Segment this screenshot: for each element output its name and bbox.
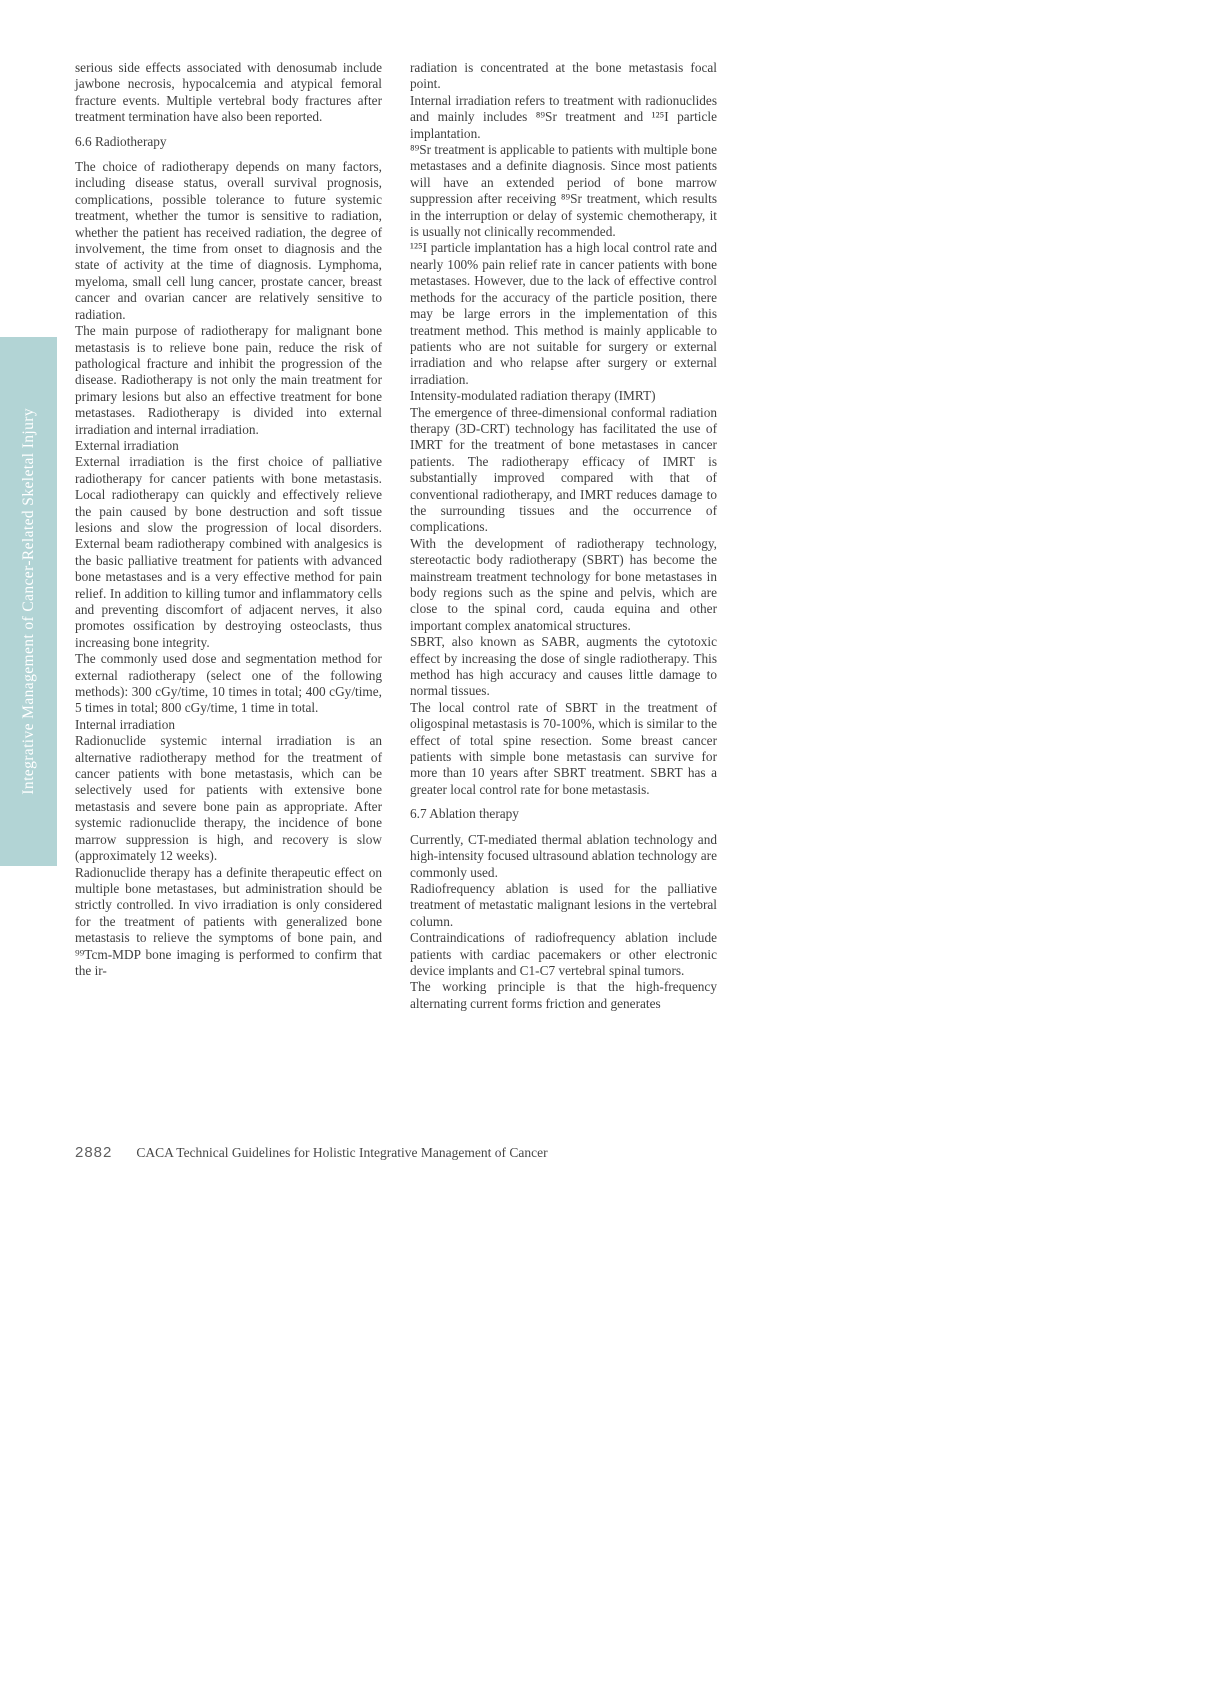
left-column [75, 60, 382, 1012]
paragraph: Radiofrequency ablation is used for the palliative treatment of metastatic malignant lesions in the vertebral column. [410, 880, 717, 929]
subheading-external-irradiation: External irradiation [75, 437, 179, 453]
paragraph: The working principle is that the high-frequency alternating current forms friction and generates [410, 979, 717, 1011]
paragraph: ⁸⁹Sr treatment is applicable to patients with multiple bone metastases and a definite diagnosis. Since most patients will have an extended period of bone marrow suppression after receiving ⁸⁹Sr treatment, which results in the interruption or delay of systemic chemotherapy, it is usually not clinically recommended. [410, 142, 717, 240]
paragraph: Radionuclide systemic internal irradiation is an alternative radiotherapy method for the treatment of cancer patients with bone metastasis, which can be selectively used for patients with extensive bone metastasis and severe bone pain as appropriate. After systemic radionuclide therapy, the incidence of bone marrow suppression is high, and recovery is slow (approximately 12 weeks). [75, 733, 382, 864]
paragraph: The main purpose of radiotherapy for malignant bone metastasis is to relieve bone pain, reduce the risk of pathological fracture and inhibit the progression of the disease. Radiotherapy is not only the main treatment for primary lesions but also an effective treatment for bone metastases. Radiotherapy is divided into external irradiation and internal irradiation. [75, 323, 382, 437]
chapter-sidebar-label: Integrative Management of Cancer-Related Skeletal Injury [19, 408, 37, 795]
section-heading-ablation-therapy: 6.7 Ablation therapy [410, 806, 519, 822]
paragraph: Internal irradiation refers to treatment with radionuclides and mainly includes ⁸⁹Sr treatment and ¹²⁵I particle implantation. [410, 92, 717, 141]
chapter-sidebar-tab [0, 337, 57, 866]
paragraph: The emergence of three-dimensional conformal radiation therapy (3D-CRT) technology has facilitated the use of IMRT for the treatment of bone metastases in cancer patients. The radiotherapy efficacy of IMRT is substantially improved compared with that of conventional radiotherapy, and IMRT reduces damage to the surrounding tissues and the occurrence of complications. [410, 404, 717, 535]
paragraph: The local control rate of SBRT in the treatment of oligospinal metastasis is 70-100%, which is similar to the effect of total spine resection. Some breast cancer patients with simple bone metastasis can survive for more than 10 years after SBRT treatment. SBRT has a greater local control rate for bone metastasis. [410, 699, 717, 797]
paragraph: Currently, CT-mediated thermal ablation technology and high-intensity focused ultrasound ablation technology are commonly used. [410, 831, 717, 880]
subheading-imrt: Intensity-modulated radiation therapy (IMRT) [410, 388, 656, 404]
running-title: CACA Technical Guidelines for Holistic Integrative Management of Cancer [136, 1145, 548, 1160]
page-footer [75, 1144, 548, 1161]
page-number: 2882 [75, 1144, 113, 1161]
paragraph: serious side effects associated with denosumab include jawbone necrosis, hypocalcemia and atypical femoral fracture events. Multiple vertebral body fractures after treatment termination have also been reported. [75, 60, 382, 125]
text-content [75, 60, 717, 1012]
paragraph: The commonly used dose and segmentation method for external radiotherapy (select one of the following methods): 300 cGy/time, 10 times in total; 400 cGy/time, 5 times in total; 800 cGy/time, 1 time in total. [75, 651, 382, 716]
paragraph: External irradiation is the first choice of palliative radiotherapy for cancer patients with bone metastasis. Local radiotherapy can quickly and effectively relieve the pain caused by bone destruction and soft tissue lesions and slow the progression of local disorders. External beam radiotherapy combined with analgesics is the basic palliative treatment for patients with advanced bone metastases and is a very effective method for pain relief. In addition to killing tumor and inflammatory cells and preventing discomfort of adjacent nerves, it also promotes ossification by destroying osteoclasts, thus increasing bone integrity. [75, 454, 382, 650]
paragraph: SBRT, also known as SABR, augments the cytotoxic effect by increasing the dose of single radiotherapy. This method has high accuracy and causes little damage to normal tissues. [410, 634, 717, 699]
paragraph: Contraindications of radiofrequency ablation include patients with cardiac pacemakers or other electronic device implants and C1-C7 vertebral spinal tumors. [410, 930, 717, 978]
paragraph: With the development of radiotherapy technology, stereotactic body radiotherapy (SBRT) has become the mainstream treatment technology for bone metastases in body regions such as the spine and pelvis, which are close to the spinal cord, cauda equina and other important complex anatomical structures. [410, 535, 717, 633]
subheading-internal-irradiation: Internal irradiation [75, 716, 176, 732]
paragraph: radiation is concentrated at the bone metastasis focal point. [410, 60, 717, 92]
paragraph: The choice of radiotherapy depends on many factors, including disease status, overall survival prognosis, complications, possible tolerance to future systemic treatment, whether the tumor is sensitive to radiation, whether the patient has received radiation, the degree of involvement, the time from onset to diagnosis and the state of activity at the time of diagnosis. Lymphoma, myeloma, small cell lung cancer, prostate cancer, breast cancer and ovarian cancer are relatively sensitive to radiation. [75, 159, 382, 322]
paragraph: ¹²⁵I particle implantation has a high local control rate and nearly 100% pain relief rate in cancer patients with bone metastases. However, due to the lack of effective control methods for the accuracy of the particle position, there may be large errors in the implementation of this treatment method. This method is mainly applicable to patients who are not suitable for surgery or external irradiation and who relapse after surgery or external irradiation. [410, 240, 717, 387]
section-heading-radiotherapy: 6.6 Radiotherapy [75, 133, 167, 149]
paragraph: Radionuclide therapy has a definite therapeutic effect on multiple bone metastases, but administration should be strictly controlled. In vivo irradiation is only considered for the treatment of patients with generalized bone metastasis to relieve the symptoms of bone pain, and ⁹⁹Tcm-MDP bone imaging is performed to confirm that the ir- [75, 864, 382, 978]
right-column [410, 60, 717, 1012]
